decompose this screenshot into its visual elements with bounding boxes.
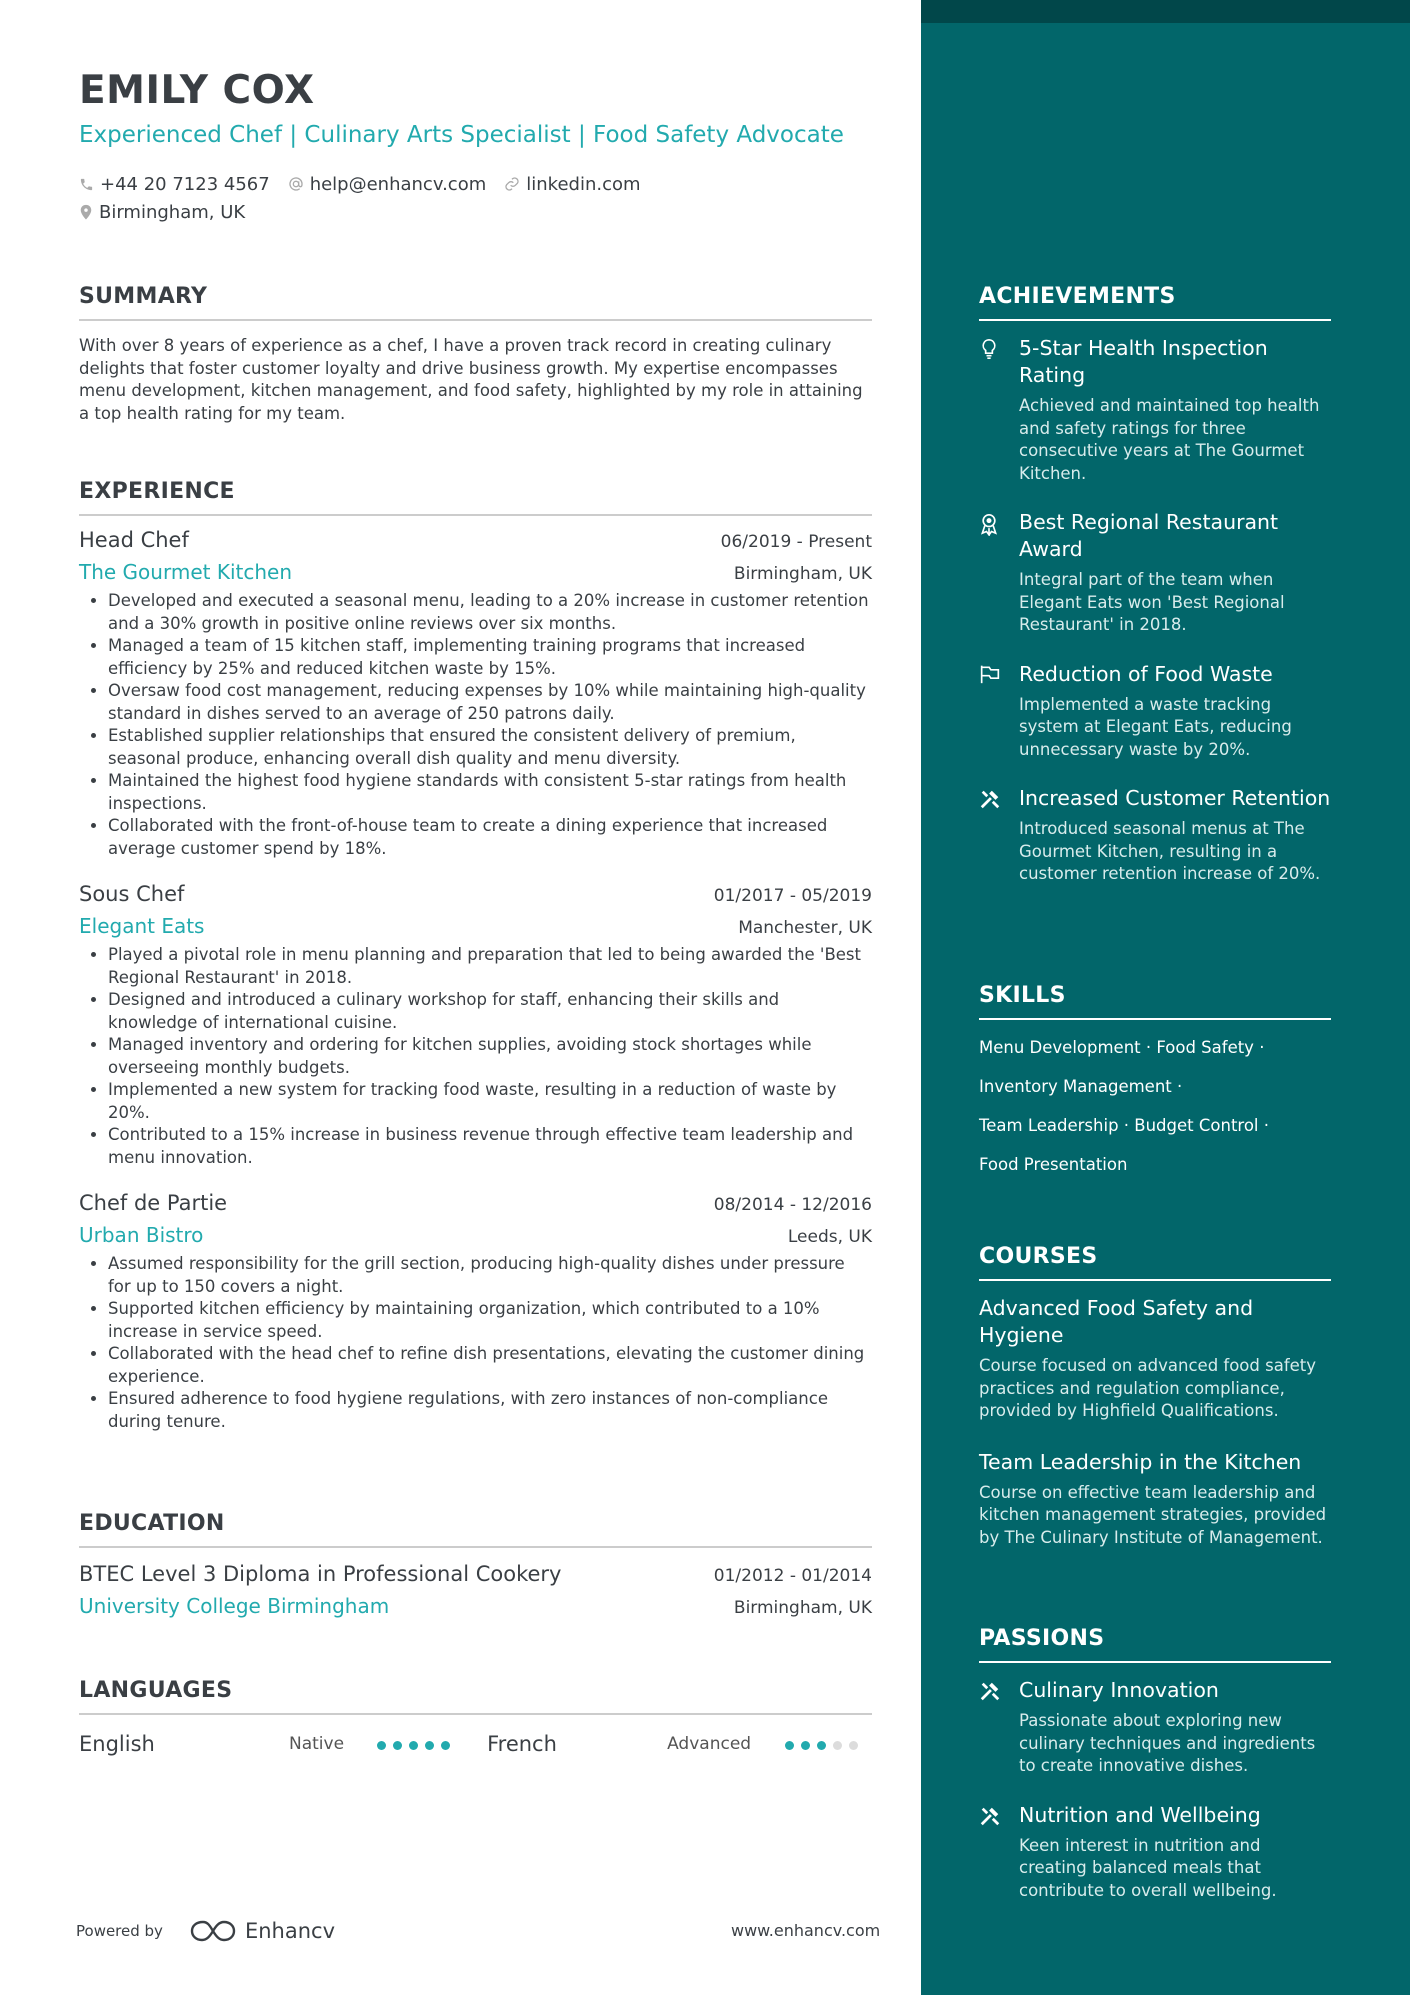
languages-section — [79, 1678, 872, 1759]
languages-title: LANGUAGES — [79, 1678, 872, 1715]
location-text: Birmingham, UK — [99, 201, 246, 223]
candidate-name: EMILY COX — [79, 68, 315, 113]
job-location: Manchester, UK — [738, 918, 872, 938]
job-bullet: • Managed inventory and ordering for kitchen supplies, avoiding stock shortages while overseeing monthly budgets. — [108, 1034, 872, 1079]
job-bullets — [79, 944, 872, 1169]
language-level: Native — [289, 1734, 345, 1754]
achievement-item — [979, 509, 1331, 637]
job-bullet: • Ensured adherence to food hygiene regulations, with zero instances of non-compliance during tenure. — [108, 1388, 872, 1433]
summary-section — [79, 284, 872, 425]
passions-section — [979, 1626, 1331, 1902]
achievement-title: Increased Customer Retention — [1019, 786, 1331, 810]
job-location: Birmingham, UK — [733, 564, 872, 584]
tools-icon — [979, 1680, 1001, 1702]
at-icon — [288, 176, 304, 192]
phone-icon — [79, 177, 94, 192]
job-date: 01/2017 - 05/2019 — [713, 886, 872, 906]
job-bullet: • Implemented a new system for tracking food waste, resulting in a reduction of waste by 20%. — [108, 1079, 872, 1124]
tools-icon — [979, 788, 1001, 810]
achievement-desc: Integral part of the team when Elegant Eats won 'Best Regional Restaurant' in 2018. — [1019, 570, 1285, 634]
job-bullet: • Contributed to a 15% increase in business revenue through effective team leadership and menu innovation. — [108, 1124, 872, 1169]
flag-icon — [979, 664, 1001, 684]
course-title: Team Leadership in the Kitchen — [979, 1449, 1302, 1474]
summary-text: With over 8 years of experience as a chef, I have a proven track record in creating culinary delights that foster customer loyalty and drive business growth. My expertise encompasses menu development, kitchen management, and food safety, highlighted by my role in attaining a top health rating for my team. — [79, 336, 863, 423]
achievement-title: Reduction of Food Waste — [1019, 661, 1273, 686]
language-item — [487, 1732, 872, 1756]
language-level: Advanced — [667, 1734, 752, 1754]
rating-dot-filled — [785, 1741, 794, 1750]
candidate-tagline: Experienced Chef | Culinary Arts Specialist | Food Safety Advocate — [79, 122, 844, 148]
passions-title: PASSIONS — [979, 1626, 1331, 1663]
rating-dot-filled — [801, 1741, 810, 1750]
courses-section — [979, 1244, 1331, 1549]
sidebar — [921, 0, 1410, 1995]
language-rating — [377, 1735, 457, 1754]
language-name: English — [79, 1732, 155, 1756]
job-bullet: • Oversaw food cost management, reducing expenses by 10% while maintaining high-quality standard in dishes served to an average of 250 patrons daily. — [108, 680, 872, 725]
sidebar-top-bar — [921, 0, 1410, 23]
courses-title: COURSES — [979, 1244, 1331, 1281]
job-company: Urban Bistro — [79, 1223, 204, 1247]
passion-item — [979, 1677, 1331, 1778]
email-contact[interactable] — [288, 174, 487, 195]
job-bullet: • Collaborated with the head chef to refine dish presentations, elevating the customer dining experience. — [108, 1343, 872, 1388]
footer-website[interactable]: www.enhancv.com — [731, 1921, 881, 1940]
brand-name: Enhancv — [244, 1919, 335, 1943]
email-text: help@enhancv.com — [309, 173, 487, 195]
job-bullet: • Collaborated with the front-of-house team to create a dining experience that increased average customer spend by 18%. — [108, 815, 872, 860]
passion-title: Culinary Innovation — [1019, 1678, 1219, 1702]
location-contact — [79, 202, 245, 223]
course-desc: Course focused on advanced food safety practices and regulation compliance, provided by Highfield Qualifications. — [979, 1356, 1317, 1420]
job-bullet: • Supported kitchen efficiency by maintaining organization, which contributed to a 10% increase in service speed. — [108, 1298, 872, 1343]
job-bullet: • Assumed responsibility for the grill section, producing high-quality dishes under pressure for up to 150 covers a night. — [108, 1253, 872, 1298]
skills-line: Menu Development · Food Safety · — [979, 1038, 1265, 1057]
job-entry — [79, 528, 872, 860]
achievements-title: ACHIEVEMENTS — [979, 284, 1331, 321]
job-title: Head Chef — [79, 528, 189, 552]
education-title: EDUCATION — [79, 1511, 872, 1548]
linkedin-text: linkedin.com — [526, 173, 641, 195]
linkedin-contact[interactable] — [504, 174, 640, 195]
achievement-desc: Implemented a waste tracking system at Elegant Eats, reducing unnecessary waste by 20%. — [1019, 694, 1292, 759]
job-bullets — [79, 1253, 872, 1433]
job-bullet: • Developed and executed a seasonal menu, leading to a 20% increase in customer retention and a 30% growth in positive online reviews over six months. — [108, 590, 872, 635]
experience-section — [79, 479, 872, 1433]
languages-row — [79, 1729, 872, 1759]
skills-line: Team Leadership · Budget Control · — [979, 1116, 1269, 1135]
language-rating — [785, 1735, 865, 1754]
powered-by-text: Powered by — [76, 1922, 163, 1940]
rating-dot-empty — [833, 1741, 842, 1750]
achievement-desc: Achieved and maintained top health and safety ratings for three consecutive years at The Gourmet Kitchen. — [1019, 396, 1320, 483]
passion-desc: Passionate about exploring new culinary techniques and ingredients to create innovative dishes. — [1019, 1711, 1316, 1775]
achievement-desc: Introduced seasonal menus at The Gourmet Kitchen, resulting in a customer retention increase of 20%. — [1019, 819, 1321, 883]
skills-line: Food Presentation — [979, 1155, 1128, 1174]
contact-info — [79, 170, 659, 226]
skills-title: SKILLS — [979, 983, 1331, 1020]
education-entry — [79, 1562, 872, 1618]
passion-title: Nutrition and Wellbeing — [1019, 1802, 1261, 1827]
location-pin-icon — [79, 204, 93, 221]
skills-list — [979, 1028, 1331, 1184]
job-date: 06/2019 - Present — [720, 532, 872, 552]
job-location: Leeds, UK — [787, 1227, 872, 1247]
education-section — [79, 1511, 872, 1618]
job-company: Elegant Eats — [79, 914, 205, 938]
course-title: Advanced Food Safety and Hygiene — [979, 1296, 1254, 1347]
job-bullets — [79, 590, 872, 860]
job-bullet: • Maintained the highest food hygiene standards with consistent 5-star ratings from health inspections. — [108, 770, 872, 815]
job-bullet: • Played a pivotal role in menu planning and preparation that led to being awarded the 'Best Regional Restaurant' in 2018. — [108, 944, 872, 989]
rating-dot-filled — [393, 1741, 402, 1750]
course-item — [979, 1449, 1331, 1550]
passion-item — [979, 1802, 1331, 1903]
experience-title: EXPERIENCE — [79, 479, 872, 516]
job-entry — [79, 1191, 872, 1433]
rating-dot-filled — [409, 1741, 418, 1750]
education-date: 01/2012 - 01/2014 — [713, 1566, 872, 1586]
lightbulb-icon — [979, 338, 999, 360]
achievement-item — [979, 785, 1331, 886]
achievements-section — [979, 284, 1331, 886]
job-entry — [79, 882, 872, 1169]
achievement-title: Best Regional Restaurant Award — [1019, 510, 1279, 561]
job-date: 08/2014 - 12/2016 — [713, 1195, 872, 1215]
footer-branding — [76, 1918, 335, 1944]
school-location: Birmingham, UK — [733, 1598, 872, 1618]
phone-text: +44 20 7123 4567 — [100, 173, 270, 195]
achievement-title: 5-Star Health Inspection Rating — [1019, 336, 1268, 387]
rating-dot-filled — [441, 1741, 450, 1750]
course-item — [979, 1295, 1331, 1423]
rating-dot-filled — [425, 1741, 434, 1750]
rating-dot-empty — [849, 1741, 858, 1750]
enhancv-logo-icon — [189, 1918, 237, 1944]
job-title: Sous Chef — [79, 882, 185, 906]
passion-desc: Keen interest in nutrition and creating balanced meals that contribute to overall wellbeing. — [1019, 1835, 1277, 1900]
skills-line: Inventory Management · — [979, 1077, 1183, 1096]
job-bullet: • Designed and introduced a culinary workshop for staff, enhancing their skills and knowledge of international cuisine. — [108, 989, 872, 1034]
job-company: The Gourmet Kitchen — [79, 560, 292, 584]
phone-contact[interactable] — [79, 174, 270, 195]
job-bullet: • Managed a team of 15 kitchen staff, implementing training programs that increased efficiency by 25% and reduced kitchen waste by 15%. — [108, 635, 872, 680]
rating-dot-filled — [377, 1741, 386, 1750]
tools-icon — [979, 1805, 1001, 1827]
achievement-item — [979, 661, 1331, 762]
course-desc: Course on effective team leadership and kitchen management strategies, provided by The Culinary Institute of Management. — [979, 1482, 1327, 1547]
language-name: French — [487, 1732, 557, 1756]
rating-dot-filled — [817, 1741, 826, 1750]
school-name: University College Birmingham — [79, 1594, 390, 1618]
job-title: Chef de Partie — [79, 1191, 228, 1215]
achievement-item — [979, 335, 1331, 485]
award-icon — [979, 512, 999, 536]
summary-title: SUMMARY — [79, 284, 872, 321]
degree-title: BTEC Level 3 Diploma in Professional Cookery — [79, 1562, 562, 1586]
skills-section — [979, 983, 1331, 1184]
language-item — [79, 1732, 459, 1756]
job-bullet: • Established supplier relationships that ensured the consistent delivery of premium, seasonal produce, enhancing overall dish quality and menu diversity. — [108, 725, 872, 770]
link-icon — [504, 176, 520, 192]
